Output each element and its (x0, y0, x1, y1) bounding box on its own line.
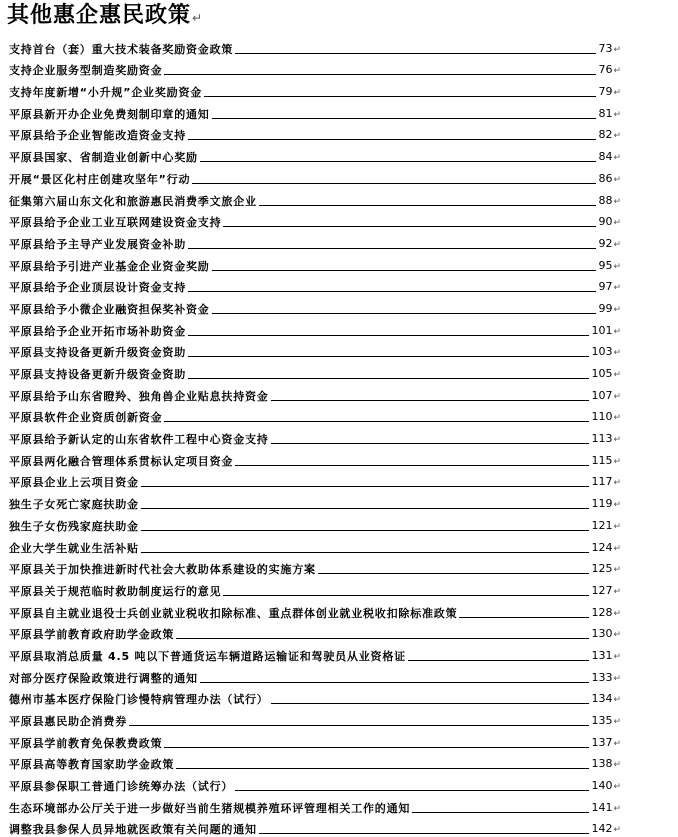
page-number-text: 97 (598, 280, 613, 294)
toc-page-number (598, 63, 621, 78)
paragraph-mark: ↵ (613, 695, 621, 706)
toc-entry[interactable] (9, 772, 621, 794)
page-number-text: 128 (591, 605, 613, 619)
toc-leader-line (204, 96, 596, 97)
page-number-text: 121 (591, 518, 613, 532)
paragraph-mark: ↵ (613, 782, 621, 793)
toc-entry[interactable] (9, 317, 621, 339)
toc-page-number (591, 801, 621, 816)
toc-entry-title: 征集第六届山东文化和旅游惠民消费季文旅企业 (9, 194, 257, 208)
page-number-text: 127 (591, 583, 613, 597)
toc-leader-line (318, 573, 590, 574)
paragraph-mark: ↵ (613, 88, 621, 99)
toc-page-number (591, 367, 621, 382)
toc-page-number (598, 42, 621, 57)
page-number-text: 140 (591, 779, 613, 793)
toc-entry[interactable] (9, 816, 621, 837)
toc-entry-title: 平原县关于加快推进新时代社会大救助体系建设的实施方案 (9, 563, 316, 577)
toc-entry[interactable] (9, 100, 621, 122)
toc-entry[interactable] (9, 122, 621, 144)
toc-entry-title: 平原县惠民助企消费券 (9, 715, 127, 728)
toc-page-number (591, 432, 621, 447)
toc-page-number (598, 259, 621, 274)
paragraph-mark: ↵ (613, 66, 621, 77)
page-number-text: 82 (598, 128, 613, 142)
toc-entry[interactable] (9, 599, 621, 621)
toc-entry-title: 支持企业服务型制造奖励资金 (9, 64, 163, 78)
toc-entry-title: 平原县学前教育政府助学金政策 (9, 628, 175, 642)
paragraph-mark: ↵ (613, 370, 621, 380)
paragraph-mark: ↵ (613, 413, 621, 424)
toc-leader-line (235, 53, 596, 54)
toc-page-number (591, 519, 621, 534)
toc-page-number (591, 671, 621, 686)
toc-leader-line (176, 768, 589, 769)
toc-page-number (591, 410, 621, 425)
toc-entry-title: 平原县给予企业顶层设计资金支持 (9, 281, 186, 295)
toc-page-number (598, 302, 621, 317)
paragraph-mark: ↵ (613, 239, 621, 250)
toc-entry[interactable] (9, 686, 621, 708)
paragraph-mark: ↵ (613, 608, 621, 619)
toc-leader-line (412, 812, 589, 813)
paragraph-mark: ↵ (613, 478, 621, 489)
page-number-text: 84 (598, 150, 613, 164)
toc-page-number (598, 237, 621, 252)
page-number-text: 131 (591, 648, 613, 662)
paragraph-mark: ↵ (613, 196, 621, 207)
paragraph-mark: ↵ (613, 760, 621, 771)
toc-leader-line (141, 508, 590, 509)
toc-leader-line (164, 421, 589, 422)
page-number-text: 105 (591, 367, 613, 380)
toc-leader-line (188, 335, 589, 336)
toc-entry[interactable] (9, 57, 621, 79)
toc-leader-line (235, 790, 589, 791)
toc-page-number (591, 454, 621, 469)
paragraph-mark: ↵ (613, 500, 621, 511)
toc-leader-line (271, 400, 590, 401)
toc-entry-title: 开展“景区化村庄创建攻坚年”行动 (9, 172, 191, 186)
toc-leader-line (223, 595, 589, 596)
toc-page-number (591, 736, 621, 751)
page-number-text: 134 (591, 692, 613, 706)
toc-page-number (591, 627, 621, 642)
toc-entry-title: 平原县学前教育免保教费政策 (9, 736, 163, 750)
toc-leader-line (188, 378, 589, 379)
toc-entry-title: 平原县给予山东省瞪羚、独角兽企业贴息扶持资金 (9, 389, 269, 403)
toc-leader-line (259, 205, 597, 206)
toc-leader-line (141, 486, 590, 487)
toc-entry-title: 平原县自主就业退役士兵创业就业税收扣除标准、重点群体创业就业税收扣除标准政策 (9, 606, 458, 620)
toc-entry-title: 平原县新开办企业免费刻制印章的通知 (9, 107, 210, 121)
toc-entry-title: 平原县参保职工普通门诊统筹办法（试行） (9, 780, 234, 794)
toc-entry[interactable] (9, 78, 621, 100)
toc-entry-title: 对部分医疗保险政策进行调整的通知 (9, 671, 198, 685)
paragraph-mark: ↵ (192, 11, 204, 25)
toc-leader-line (271, 703, 590, 704)
toc-leader-line (459, 617, 589, 618)
toc-entry[interactable] (9, 209, 621, 231)
page-number-text: 137 (591, 735, 613, 749)
paragraph-mark: ↵ (613, 326, 621, 337)
paragraph-mark: ↵ (613, 174, 621, 185)
toc-entry[interactable] (9, 35, 621, 57)
toc-page-number (598, 280, 621, 295)
toc-entry-title: 支持年度新增“小升规”企业奖励资金 (9, 86, 203, 100)
toc-entry[interactable] (9, 404, 621, 426)
toc-entry[interactable] (9, 230, 621, 252)
toc-leader-line (188, 248, 596, 249)
toc-entry[interactable] (9, 751, 621, 773)
toc-page-number (591, 714, 621, 729)
paragraph-mark: ↵ (613, 651, 621, 662)
toc-leader-line (259, 833, 590, 834)
page-number-text: 86 (598, 171, 613, 185)
page-number-text: 79 (598, 85, 613, 99)
toc-entry-title: 平原县给予企业开拓市场补助资金 (9, 324, 186, 338)
toc-leader-line (408, 660, 590, 661)
paragraph-mark: ↵ (613, 391, 621, 402)
toc-entry-title: 平原县国家、省制造业创新中心奖励 (9, 151, 198, 165)
toc-entry[interactable] (9, 143, 621, 165)
toc-entry[interactable] (9, 339, 621, 361)
paragraph-mark: ↵ (613, 630, 621, 641)
toc-entry[interactable] (9, 556, 621, 578)
toc-leader-line (223, 226, 596, 227)
toc-entry-title: 调整我县参保人员异地就医政策有关问题的通知 (9, 823, 257, 837)
heading-text: 其他惠企惠民政策 (7, 3, 192, 28)
toc-page-number (591, 649, 621, 664)
toc-page-number (591, 606, 621, 621)
toc-page-number (591, 541, 621, 556)
paragraph-mark: ↵ (613, 348, 621, 359)
toc-leader-line (192, 183, 596, 184)
paragraph-mark: ↵ (613, 435, 621, 446)
page-number-text: 101 (591, 323, 613, 337)
toc-entry-title: 平原县两化融合管理体系贯标认定项目资金 (9, 454, 234, 468)
toc-entry[interactable] (9, 642, 621, 664)
toc-entry[interactable] (9, 664, 621, 686)
toc-entry-title: 平原县关于规范临时救助制度运行的意见 (9, 584, 222, 598)
toc-entry[interactable] (9, 577, 621, 599)
page-number-text: 73 (598, 41, 613, 55)
toc-entry-title: 平原县给予引进产业基金企业资金奖励 (9, 259, 210, 273)
toc-page-number (591, 562, 621, 577)
toc-entry-title: 平原县给予新认定的山东省软件工程中心资金支持 (9, 433, 269, 447)
toc-entry-title: 独生子女伤残家庭扶助金 (9, 519, 139, 533)
toc-entry-title: 平原县给予企业智能改造资金支持 (9, 129, 186, 143)
page-number-text: 130 (591, 627, 613, 641)
paragraph-mark: ↵ (613, 283, 621, 294)
toc-entry-title: 平原县支持设备更新升级资金资助 (9, 368, 186, 381)
toc-entry[interactable] (9, 469, 621, 491)
paragraph-mark: ↵ (613, 717, 621, 727)
toc-entry-title: 德州市基本医疗保险门诊慢特病管理办法（试行） (9, 693, 269, 707)
toc-entry[interactable] (9, 621, 621, 643)
toc-leader-line (188, 139, 596, 140)
paragraph-mark: ↵ (613, 261, 621, 272)
toc-entry[interactable] (9, 360, 621, 382)
toc-leader-line (164, 74, 596, 75)
toc-leader-line (212, 313, 597, 314)
toc-leader-line (212, 270, 597, 271)
toc-page-number (598, 194, 621, 209)
toc-entry[interactable] (9, 382, 621, 404)
page-number-text: 95 (598, 258, 613, 272)
page-number-text: 113 (591, 432, 613, 446)
toc-leader-line (129, 725, 589, 726)
toc-entry[interactable] (9, 490, 621, 512)
toc-entry[interactable] (9, 447, 621, 469)
paragraph-mark: ↵ (613, 131, 621, 142)
page-number-text: 76 (598, 63, 613, 77)
paragraph-mark: ↵ (613, 825, 621, 836)
toc-page-number (591, 779, 621, 794)
toc-entry[interactable] (9, 512, 621, 534)
toc-leader-line (188, 291, 596, 292)
toc-leader-line (164, 747, 589, 748)
paragraph-mark: ↵ (613, 109, 621, 120)
toc-entry[interactable] (9, 165, 621, 187)
toc-leader-line (141, 530, 590, 531)
toc-entry-title: 平原县给予主导产业发展资金补助 (9, 237, 186, 251)
toc-leader-line (200, 161, 597, 162)
paragraph-mark: ↵ (613, 218, 621, 229)
toc-entry-title: 平原县给予企业工业互联网建设资金支持 (9, 216, 222, 230)
page-number-text: 125 (591, 562, 613, 576)
toc-leader-line (271, 443, 590, 444)
toc-entry-title: 平原县企业上云项目资金 (9, 476, 139, 490)
toc-entry[interactable] (9, 729, 621, 751)
toc-leader-line (200, 682, 590, 683)
paragraph-mark: ↵ (613, 44, 621, 55)
toc-entry-title: 平原县高等教育国家助学金政策 (9, 758, 175, 772)
page-number-text: 141 (591, 800, 613, 814)
toc-page-number (598, 172, 621, 187)
toc-entry[interactable] (9, 295, 621, 317)
page-number-text: 88 (598, 193, 613, 207)
page-number-text: 99 (598, 301, 613, 315)
toc-entry-title: 平原县支持设备更新升级资金资助 (9, 346, 186, 360)
paragraph-mark: ↵ (613, 565, 621, 576)
paragraph-mark: ↵ (613, 586, 621, 597)
page-number-text: 103 (591, 345, 613, 359)
toc-page-number (598, 107, 621, 122)
toc-entry-title: 支持首台（套）重大技术装备奖励资金政策 (9, 42, 234, 56)
paragraph-mark: ↵ (613, 304, 621, 315)
page-number-text: 124 (591, 540, 613, 554)
page-number-text: 107 (591, 388, 613, 402)
toc-entry-title: 平原县软件企业资质创新资金 (9, 411, 163, 425)
toc-page-number (598, 215, 621, 230)
table-of-contents (9, 35, 621, 837)
page-number-text: 110 (591, 410, 613, 424)
paragraph-mark: ↵ (613, 521, 621, 532)
toc-entry-title: 独生子女死亡家庭扶助金 (9, 498, 139, 512)
toc-page-number (591, 389, 621, 404)
toc-page-number (591, 475, 621, 490)
toc-entry[interactable] (9, 274, 621, 296)
section-heading (7, 2, 203, 32)
paragraph-mark: ↵ (613, 153, 621, 164)
toc-page-number (591, 324, 621, 339)
paragraph-mark: ↵ (613, 738, 621, 749)
toc-leader-line (188, 356, 589, 357)
toc-entry[interactable] (9, 187, 621, 209)
toc-entry-title: 平原县给予小微企业融资担保奖补资金 (9, 302, 210, 316)
toc-entry-title: 平原县取消总质量 4.5 吨以下普通货运车辆道路运输证和驾驶员从业资格证 (9, 649, 406, 663)
paragraph-mark: ↵ (613, 673, 621, 684)
toc-page-number (591, 345, 621, 360)
toc-leader-line (176, 638, 589, 639)
page-number-text: 119 (591, 497, 613, 511)
page-number-text: 117 (591, 475, 613, 489)
page-number-text: 135 (591, 714, 613, 727)
page-number-text: 92 (598, 236, 613, 250)
toc-entry-title: 生态环境部办公厅关于进一步做好当前生猪规模养殖环评管理相关工作的通知 (9, 801, 411, 815)
paragraph-mark: ↵ (613, 803, 621, 814)
toc-page-number (598, 85, 621, 100)
page-number-text: 115 (591, 453, 613, 467)
toc-page-number (591, 692, 621, 707)
toc-entry[interactable] (9, 534, 621, 556)
toc-leader-line (212, 118, 597, 119)
toc-entry[interactable] (9, 794, 621, 816)
toc-entry[interactable] (9, 707, 621, 729)
page-number-text: 90 (598, 215, 613, 229)
page-number-text: 138 (591, 757, 613, 771)
page-number-text: 81 (598, 106, 613, 120)
toc-page-number (591, 757, 621, 772)
toc-entry[interactable] (9, 425, 621, 447)
toc-leader-line (141, 552, 590, 553)
toc-entry[interactable] (9, 252, 621, 274)
toc-page-number (598, 128, 621, 143)
toc-page-number (591, 497, 621, 512)
toc-entry-title: 企业大学生就业生活补贴 (9, 541, 139, 555)
toc-page-number (591, 584, 621, 599)
toc-page-number (598, 150, 621, 165)
paragraph-mark: ↵ (613, 456, 621, 467)
page-number-text: 142 (591, 822, 613, 836)
toc-leader-line (235, 465, 589, 466)
page-number-text: 133 (591, 670, 613, 684)
paragraph-mark: ↵ (613, 543, 621, 554)
